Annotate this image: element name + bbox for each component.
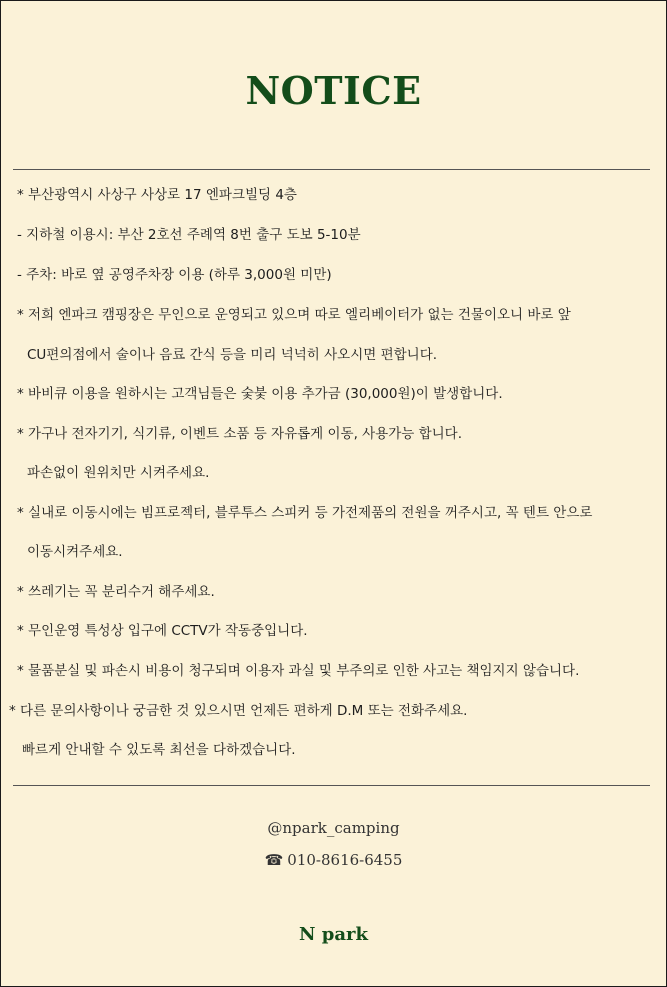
notice-line-unmanned-cont: CU편의점에서 술이나 음료 간식 등을 미리 넉넉히 사오시면 편합니다. [27, 347, 438, 363]
notice-line-subway: - 지하철 이용시: 부산 2호선 주례역 8번 출구 도보 5-10분 [17, 227, 361, 243]
phone-number: 010-8616-6455 [287, 851, 403, 869]
notice-line-cctv: * 무인운영 특성상 입구에 CCTV가 작동중입니다. [17, 623, 308, 639]
brand-name: N park [299, 924, 368, 945]
instagram-handle[interactable]: @npark_camping [267, 819, 400, 837]
phone-number-row[interactable] [0, 850, 667, 870]
notice-line-liability: * 물품분실 및 파손시 비용이 청구되며 이용자 과실 및 부주의로 인한 사고는 책임지지 않습니다. [17, 663, 580, 679]
notice-line-parking: - 주차: 바로 옆 공영주차장 이용 (하루 3,000원 미만) [17, 267, 332, 283]
notice-line-address: * 부산광역시 사상구 사상로 17 엔파크빌딩 4층 [17, 187, 297, 203]
bottom-divider [13, 785, 650, 786]
notice-line-furniture-cont: 파손없이 원위치만 시켜주세요. [27, 465, 210, 481]
notice-line-contact-cont: 빠르게 안내할 수 있도록 최선을 다하겠습니다. [22, 742, 296, 758]
notice-line-bbq: * 바비큐 이용을 원하시는 고객님들은 숯붗 이용 추가금 (30,000원)이 발생합니다. [17, 386, 503, 402]
notice-line-contact: * 다른 문의사항이나 궁금한 것 있으시면 언제든 편하게 D.M 또는 전화주세요. [9, 703, 468, 719]
top-divider [13, 169, 650, 170]
notice-line-indoor-cont: 이동시켜주세요. [27, 544, 123, 560]
notice-line-furniture: * 가구나 전자기기, 식기류, 이벤트 소품 등 자유롭게 이동, 사용가능 합니다. [17, 426, 463, 442]
notice-line-unmanned: * 저희 엔파크 캠핑장은 무인으로 운영되고 있으며 따로 엘리베이터가 없는 건물이오니 바로 앞 [17, 307, 571, 323]
page-title: NOTICE [245, 68, 422, 113]
notice-line-trash: * 쓰레기는 꼭 분리수거 해주세요. [17, 584, 215, 600]
notice-line-indoor: * 실내로 이동시에는 빔프로젝터, 블루투스 스피커 등 가전제품의 전원을 꺼주시고, 꼭 텐트 안으로 [17, 505, 593, 521]
telephone-icon: ☎ [264, 851, 284, 869]
